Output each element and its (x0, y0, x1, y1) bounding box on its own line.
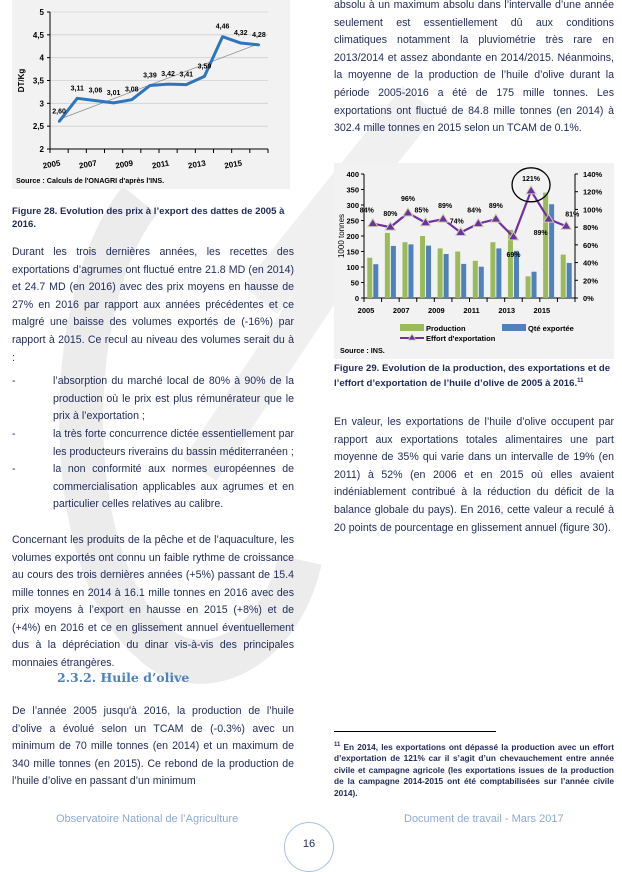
effort-label: 89% (533, 230, 548, 238)
footer-document-info: Document de travail - Mars 2017 (404, 813, 564, 825)
bar-production (420, 236, 425, 298)
y-tick-label: 3 (39, 99, 44, 109)
figure29-combo-chart (334, 163, 614, 359)
right-paragraph-2: En valeur, les exportations de l’huile d’olive occupent par rapport aux exportations totales alimentaires une part moyenne de 35% qui varie dans un intervalle de 19% (en 2011) à 52% (en 2006 et en 2015 où elles avaient indéniablement contribué à la réduction du déficit de la balance globale du pays). En 2016, cette valeur a reculé à 20 points de pourcentage en glissement annuel (figure 30). (334, 416, 614, 534)
legend-label-exported: Qté exportée (528, 324, 574, 333)
legend-swatch-production (400, 324, 424, 331)
effort-label: 74% (449, 218, 464, 226)
x-tick-label: 2011 (463, 306, 480, 315)
data-point (149, 84, 151, 86)
section-heading: 2.3.2. Huile d’olive (57, 670, 190, 685)
data-point (76, 97, 78, 99)
bullet-item: - la très forte concurrence dictée essentiellement par les producteurs riverains du bassin méditerranéen ; (12, 427, 294, 458)
bar-production (473, 261, 478, 298)
chart-source: Source : Calculs de l'ONAGRI d'après l'INS. (16, 176, 165, 185)
data-label: 2,60 (52, 108, 66, 116)
bar-production (438, 248, 443, 298)
effort-marker (438, 214, 448, 222)
bullet-item: - l’absorption du marché local de 80% à 90% de la production où le prix est plus rémunérateur que le prix à l’exportation ; (12, 375, 294, 423)
y2-tick-label: 40% (583, 258, 599, 268)
x-tick-label: 2015 (223, 158, 243, 171)
legend-label-effort: Effort d'exportation (426, 334, 496, 343)
effort-marker (491, 214, 501, 222)
effort-label: 69% (506, 251, 521, 259)
data-label: 3,11 (70, 85, 84, 93)
bar-production (385, 233, 390, 298)
effort-label: 84% (359, 207, 374, 215)
effort-label: 121% (522, 175, 540, 183)
effort-label: 85% (414, 207, 429, 215)
bar-exported (461, 264, 466, 298)
x-tick-label: 2009 (427, 306, 445, 315)
footnote-divider (334, 731, 496, 732)
x-tick-label: 2007 (78, 158, 98, 171)
bar-exported (532, 272, 537, 298)
paragraph-huile-olive: De l’année 2005 jusqu'à 2016, la production de l’huile d’olive a évolué selon un TCAM de (-0.3%) avec un minimum de 70 mille tonnes (en 2014) et un maximum de 340 mille tonnes (en 2015). Ce rebond de la production de l’huile d’olive en passant d’un minimum (12, 705, 294, 788)
bar-exported (496, 248, 501, 298)
figure29-caption: Figure 29. Evolution de la production, des exportations et de l’effort d’exportation de l’huile d’olive de 2005 à 2016.11 (334, 363, 611, 390)
data-point (58, 120, 60, 122)
data-point (203, 75, 205, 77)
data-label: 3,39 (143, 72, 157, 80)
right-paragraph-1: absolu à un maximum absolu dans l’intervalle d’une année seulement est essentiellement dû aux conditions climatiques notamment la pluviométrie très rare en 2013/2014 et assez abondante en 2014/2015. Néanmoins, la moyenne de la production de l’huile d’olive durant la période 2005-2016 a été de 175 mille tonnes. Les exportations ont fluctué de 84.8 mille tonnes (en 2014) à 302.4 mille tonnes en 2015 selon un TCAM de 0.1%. (334, 0, 614, 135)
data-label: 3,42 (161, 71, 175, 79)
bullet-marker: - (12, 427, 16, 440)
effort-marker (526, 186, 536, 194)
data-label: 3,08 (124, 86, 139, 94)
y2-tick-label: 120% (583, 187, 603, 197)
x-tick-label: 2005 (357, 306, 375, 315)
effort-label: 89% (438, 203, 453, 211)
bullet-marker: - (12, 463, 16, 476)
bar-exported (391, 246, 396, 298)
bar-exported (479, 267, 484, 298)
y-tick-label: 0 (354, 294, 359, 303)
y-tick-label: 400 (346, 170, 359, 179)
data-point (185, 83, 187, 85)
bar-production (490, 242, 495, 298)
y2-tick-label: 100% (583, 205, 603, 215)
paragraph-agrumes: Durant les trois dernières années, les recettes des exportations d’agrumes ont fluctué entre 21.8 MD (en 2014) et 24.7 MD (en 2016) avec des prix moyens en hausse de 27% en 2016 par rapport aux années précédentes et ce malgré une baisse des volumes exportés de (-16%) par rapport à 2015. Ce recul au niveau des volumes serait du à : (12, 246, 294, 364)
paragraph-peche: Concernant les produits de la pêche et de l’aquaculture, les volumes exportés ont connu un faible rythme de croissance au cours des trois dernières années (+5%) passant de 15.4 mille tonnes en 2014 à 16.1 mille tonnes en 2016 avec des prix moyens à l’export en hausse en 2015 (+8%) et de (+4%) en 2016 et ce en glissement annuel éventuellement dus à la dépréciation du dinar vis-à-vis des principales monnaies étrangères. (12, 533, 294, 670)
bullet-item: - la non conformité aux normes européennes de commercialisation applicables aux agrumes et en particulier celles relatives au calibre. (12, 463, 294, 511)
x-tick-label: 2013 (498, 306, 516, 315)
data-label: 3,01 (106, 89, 121, 97)
y2-tick-label: 80% (583, 223, 599, 233)
data-point (94, 99, 96, 101)
y-axis-label: 1000 tonnes (337, 213, 346, 259)
bar-production (367, 258, 372, 298)
data-label: 4,28 (252, 31, 266, 39)
x-tick-label: 2007 (392, 306, 410, 315)
left-column (12, 244, 294, 673)
bar-production (543, 193, 548, 298)
bar-exported (426, 246, 431, 298)
bullet-list (12, 373, 294, 514)
effort-marker (403, 208, 413, 216)
effort-label: 84% (467, 207, 482, 215)
data-point (221, 35, 223, 37)
y-axis-label: DT/Kg (17, 68, 26, 93)
y-tick-label: 2,5 (32, 122, 44, 132)
footnote-ref[interactable]: 11 (577, 378, 584, 384)
legend-label-production: Production (426, 324, 466, 333)
series-line (59, 37, 259, 122)
data-label: 3,06 (88, 87, 103, 95)
effort-label: 80% (383, 211, 398, 219)
y-tick-label: 100 (346, 263, 359, 272)
bar-exported (567, 263, 572, 298)
chart-source: Source : INS. (340, 346, 385, 355)
bar-production (526, 276, 531, 298)
bar-exported (444, 254, 449, 298)
y-tick-label: 150 (346, 247, 359, 257)
y-tick-label: 50 (350, 278, 359, 288)
data-point (167, 83, 169, 85)
annotation-circle (512, 168, 550, 202)
data-point (131, 98, 133, 100)
trendline (59, 44, 259, 120)
footer-organization: Observatoire National de l’Agriculture (56, 813, 239, 825)
figure28-chart (12, 0, 290, 189)
bar-production (455, 252, 460, 299)
y-tick-label: 350 (346, 185, 359, 195)
y2-tick-label: 60% (583, 240, 599, 250)
y2-tick-label: 0% (583, 294, 594, 303)
bar-exported (373, 264, 378, 298)
effort-label: 81% (565, 211, 580, 219)
effort-label: 89% (488, 203, 503, 211)
y-tick-label: 2 (39, 145, 44, 154)
y-tick-label: 5 (39, 8, 44, 17)
data-label: 4,32 (233, 30, 248, 38)
data-point (112, 102, 114, 104)
bar-production (561, 255, 566, 298)
x-tick-label: 2005 (42, 158, 62, 171)
data-label: 3,59 (197, 63, 212, 71)
footnote-number: 11 (334, 742, 341, 748)
data-point (240, 42, 242, 44)
bar-production (402, 242, 407, 298)
page-number: 16 (302, 838, 316, 850)
y2-tick-label: 140% (583, 170, 603, 179)
y-tick-label: 3,5 (32, 76, 44, 86)
figure28-caption: Figure 28. Evolution des prix à l’export des dattes de 2005 à 2016. (12, 206, 285, 230)
data-point (258, 44, 260, 46)
y2-tick-label: 20% (583, 276, 599, 286)
x-tick-label: 2011 (151, 158, 170, 171)
bar-exported (408, 244, 413, 298)
y-tick-label: 200 (346, 232, 359, 241)
figure29-chart (334, 163, 614, 359)
x-tick-label: 2013 (187, 158, 207, 171)
y-tick-label: 4 (39, 53, 44, 63)
y-tick-label: 4,5 (32, 30, 44, 40)
data-label: 3,41 (179, 71, 194, 79)
legend-swatch-exported (502, 324, 526, 331)
effort-marker (368, 219, 378, 227)
footnote: $^{11}$ En 2014, les exportations ont dépassé la production avec un effort d’exportation de 121% car il s’agit d’un chevauchement entre année civile et campagne agricole (les exportations issues de la production de la campagne 2014-2015 ont été comptabilisées sur l’année civile 2014). (334, 741, 614, 798)
effort-label: 96% (400, 195, 415, 203)
y-tick-label: 300 (346, 201, 359, 210)
figure28-line-chart (12, 0, 290, 189)
y-tick-label: 250 (346, 216, 359, 226)
data-label: 4,46 (215, 23, 230, 31)
bullet-marker: - (12, 375, 16, 388)
x-tick-label: 2015 (533, 306, 551, 315)
x-tick-label: 2009 (114, 158, 134, 171)
